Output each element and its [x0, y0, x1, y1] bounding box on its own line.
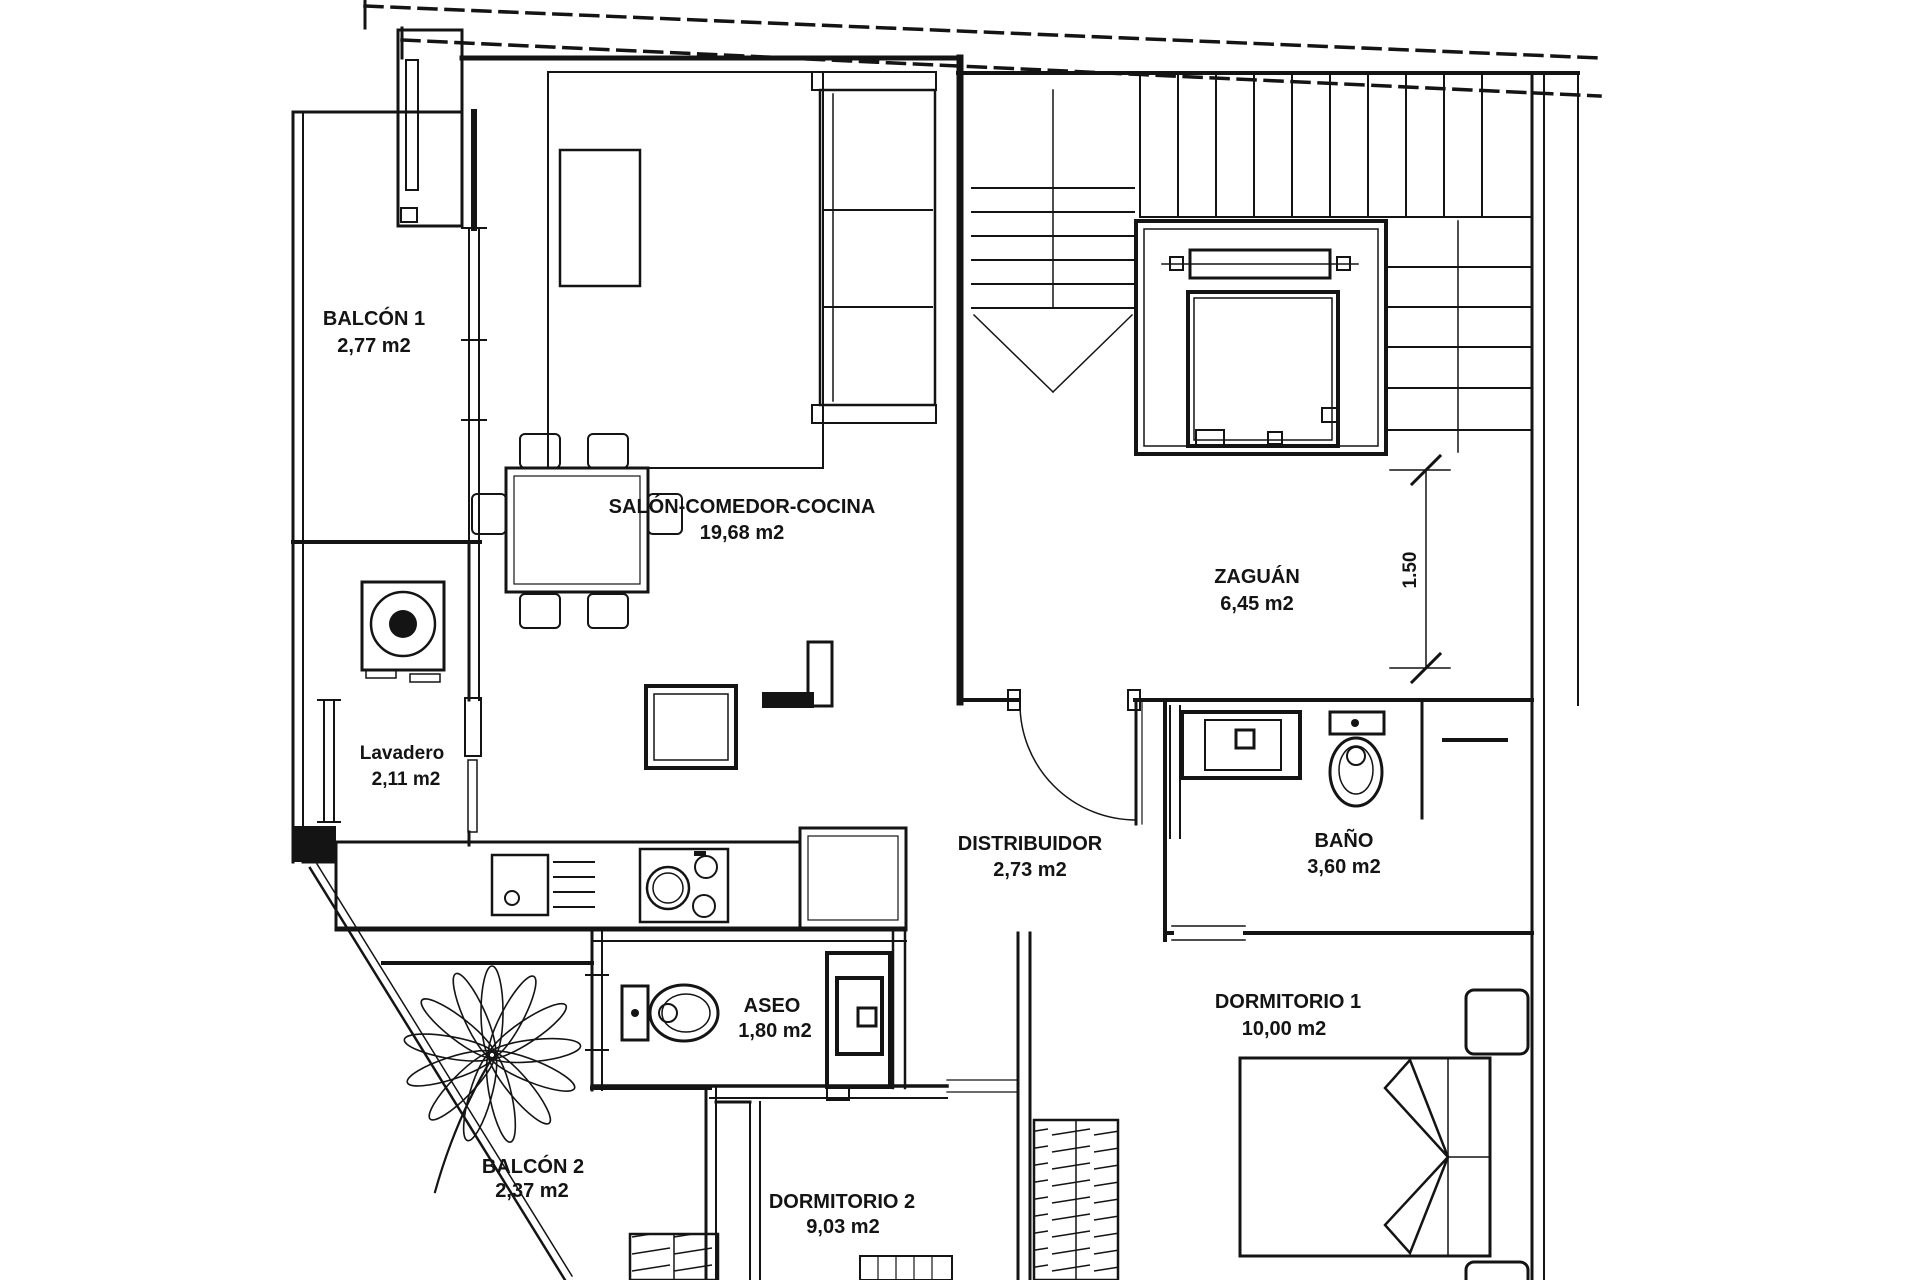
label-lavadero: Lavadero: [359, 743, 445, 764]
elevator: [1136, 221, 1386, 454]
wardrobe-column: [398, 30, 462, 226]
bed-bedroom2: [860, 1256, 952, 1280]
label-bano-area: 3,60 m2: [1307, 856, 1381, 878]
label-balcon2-area: 2,37 m2: [495, 1180, 569, 1202]
label-aseo-area: 1,80 m2: [738, 1020, 812, 1042]
label-bano: BAÑO: [1314, 830, 1374, 852]
toilet-bathroom: [1330, 712, 1384, 806]
laundry-walls: [292, 542, 481, 862]
roof-overhang-lines: [365, 0, 1600, 96]
label-zaguan: ZAGUÁN: [1214, 566, 1300, 588]
bedroom-dividing-walls: [1018, 933, 1030, 1280]
label-dormitorio2-area: 9,03 m2: [806, 1216, 880, 1238]
entry-door: [1008, 690, 1142, 824]
balcony2-walls: [310, 864, 592, 1280]
wardrobe-bedroom2: [630, 1234, 718, 1280]
aseo-walls: [592, 930, 1016, 1092]
washing-machine: [362, 582, 444, 682]
rug: [548, 72, 823, 468]
wardrobe-corridor: [1034, 1120, 1118, 1280]
label-dormitorio2: DORMITORIO 2: [768, 1191, 916, 1213]
dining-table: [506, 468, 648, 592]
label-balcon2: BALCÓN 2: [481, 1156, 585, 1178]
label-zaguan-area: 6,45 m2: [1220, 593, 1294, 615]
vanity-sink: [1182, 712, 1300, 778]
label-salon-area: 19,68 m2: [699, 522, 785, 544]
label-salon: SALÓN-COMEDOR-COCINA: [608, 496, 876, 518]
toilet-aseo: [622, 985, 718, 1041]
coffee-table: [560, 150, 640, 286]
kitchen-counter: [336, 828, 906, 941]
label-aseo: ASEO: [743, 995, 801, 1017]
kitchen-sink: [492, 855, 594, 915]
label-dormitorio1-area: 10,00 m2: [1241, 1018, 1327, 1040]
sofa: [812, 72, 936, 423]
double-bed: [1240, 1058, 1490, 1256]
balcony1-window: [462, 112, 486, 540]
kitchen-partition: [762, 642, 832, 708]
refrigerator: [646, 686, 736, 768]
label-balcon1: BALCÓN 1: [322, 308, 426, 330]
shower: [827, 953, 890, 1100]
label-dormitorio1: DORMITORIO 1: [1214, 991, 1362, 1013]
label-lavadero-area: 2,11 m2: [371, 769, 441, 790]
cooktop: [640, 849, 728, 922]
label-dimension-150: 1.50: [1400, 551, 1421, 589]
label-distribuidor: DISTRIBUIDOR: [957, 833, 1103, 855]
nightstand: [1466, 990, 1528, 1280]
label-distribuidor-area: 2,73 m2: [993, 859, 1067, 881]
label-balcon1-area: 2,77 m2: [337, 335, 411, 357]
dining-chairs: [472, 434, 682, 628]
bathroom-walls: [1165, 700, 1532, 940]
